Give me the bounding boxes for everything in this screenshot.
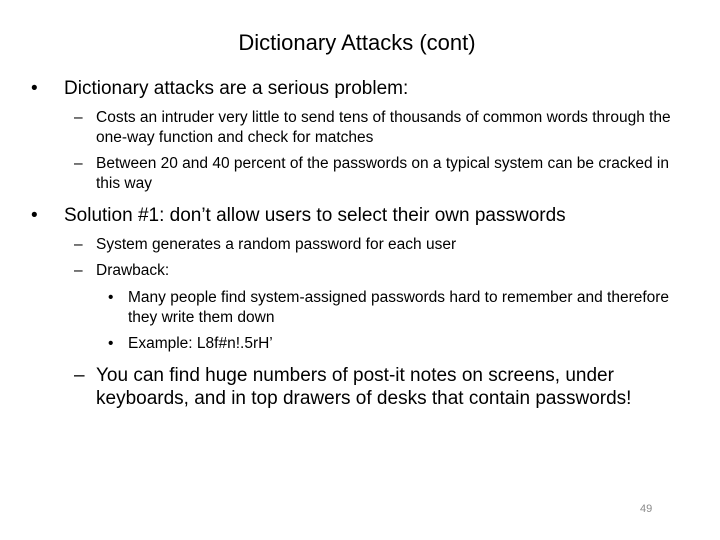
- page-number: 49: [640, 503, 653, 515]
- sub-bullet-text: System generates a random password for each user: [96, 236, 457, 253]
- bullet-marker: •: [31, 78, 38, 99]
- sub-bullet-item: [74, 364, 679, 410]
- dash-marker: –: [74, 109, 83, 126]
- sub-sub-bullet-text: Example: L8f#n!.5rH’: [128, 335, 273, 352]
- bullet-marker: •: [108, 335, 114, 352]
- sub-bullet-text: Between 20 and 40 percent of the passwords on a typical system can be cracked in this way: [96, 155, 669, 192]
- bullet-marker: •: [108, 289, 114, 306]
- sub-bullet-item: [74, 108, 694, 148]
- sub-bullet-item: [74, 154, 694, 194]
- bullet-marker: •: [31, 205, 38, 226]
- dash-marker: –: [74, 236, 83, 253]
- sub-bullet-item: [74, 235, 694, 255]
- dash-marker: –: [74, 155, 83, 172]
- dash-marker: –: [74, 262, 83, 279]
- bullet-text: Solution #1: don’t allow users to select their own passwords: [64, 205, 566, 226]
- dash-marker: –: [74, 365, 85, 386]
- sub-bullet-text: Drawback:: [96, 262, 170, 279]
- bullet-item: [31, 205, 711, 227]
- sub-bullet-text: Costs an intruder very little to send tens of thousands of common words through the one-way function and check for matches: [96, 109, 671, 146]
- sub-sub-bullet-item: [108, 288, 693, 328]
- sub-bullet-item: [74, 261, 694, 281]
- bullet-item: [31, 78, 691, 100]
- sub-bullet-text: You can find huge numbers of post-it notes on screens, under keyboards, and in top drawers of desks that contain passwords!: [96, 365, 632, 409]
- slide-title: Dictionary Attacks (cont): [238, 30, 476, 55]
- sub-sub-bullet-item: [108, 334, 693, 354]
- sub-sub-bullet-text: Many people find system-assigned passwords hard to remember and therefore they write them down: [128, 289, 670, 326]
- bullet-text: Dictionary attacks are a serious problem:: [64, 78, 409, 99]
